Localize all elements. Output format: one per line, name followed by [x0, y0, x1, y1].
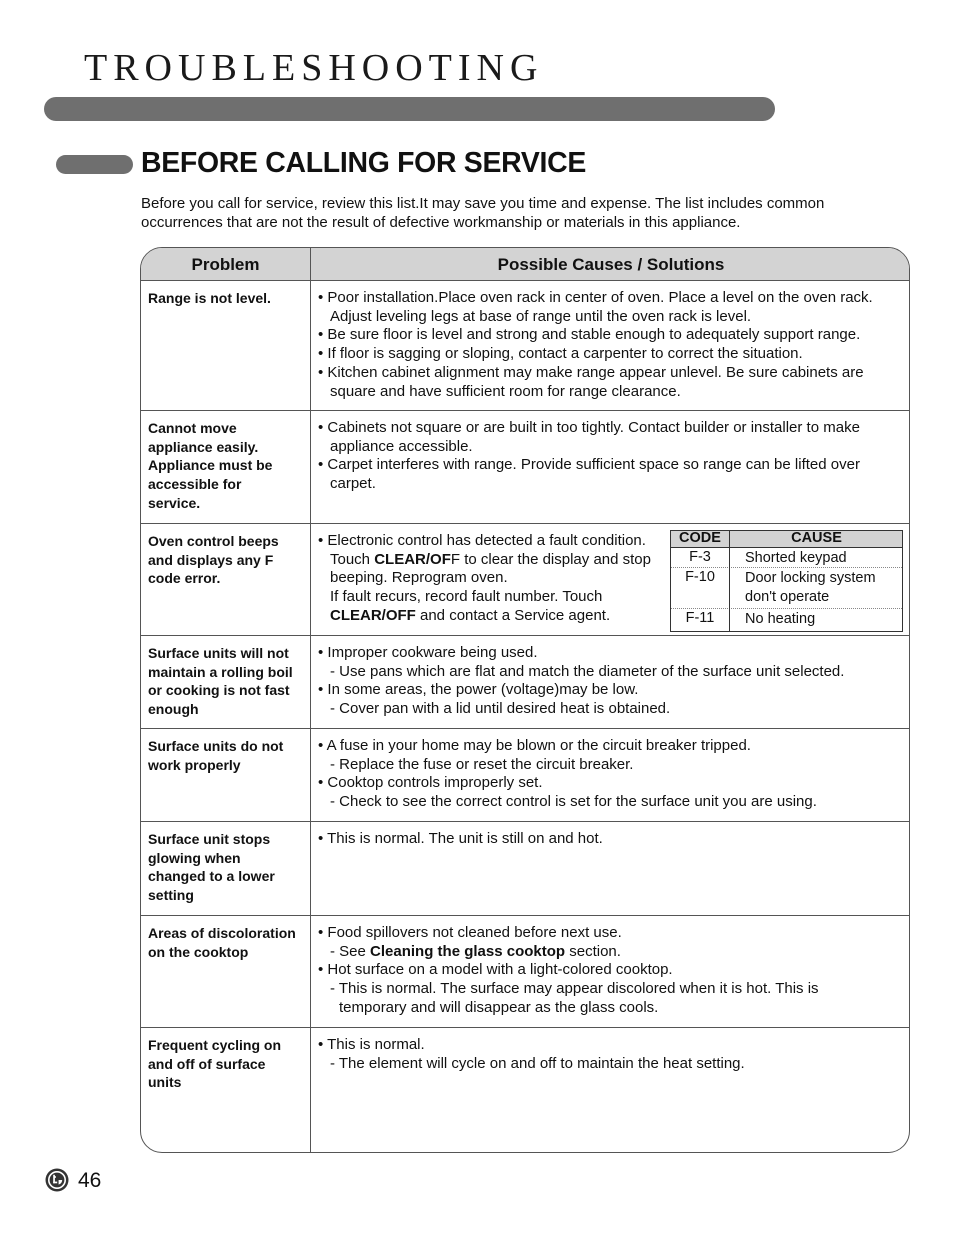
table-row	[141, 636, 909, 729]
solution-text: - Replace the fuse or reset the circuit breaker.	[330, 755, 634, 773]
problem-line: and displays any F	[148, 551, 274, 568]
problem-cell	[148, 644, 306, 719]
solution-line	[318, 438, 903, 457]
solution-text: temporary and will disappear as the glass cools.	[339, 998, 659, 1016]
solution-text: carpet.	[330, 475, 376, 493]
problem-cell	[148, 830, 306, 905]
solution-cell	[318, 419, 903, 494]
solution-text: • Kitchen cabinet alignment may make range appear unlevel. Be sure cabinets are	[318, 363, 864, 381]
code-row	[671, 568, 902, 609]
solution-text: beeping. Reprogram oven.	[330, 569, 508, 587]
solution-cell	[318, 737, 903, 812]
problem-line: units	[148, 1074, 182, 1091]
solution-text: • Cooktop controls improperly set.	[318, 774, 543, 792]
bold-term: Cleaning the glass cooktop	[370, 942, 566, 960]
problem-cell	[148, 1036, 306, 1092]
solution-line	[318, 756, 903, 775]
problem-line: Cannot move	[148, 420, 237, 436]
lg-logo-icon	[45, 1168, 69, 1192]
solution-line	[318, 924, 903, 943]
problem-line: service.	[148, 494, 201, 511]
solution-cell	[318, 289, 903, 401]
problem-line: Surface unit stops	[148, 831, 271, 847]
solution-line	[318, 308, 903, 327]
solution-line	[318, 980, 903, 999]
solution-text: - See	[330, 942, 371, 960]
problem-line: enough	[148, 701, 199, 718]
solution-text: Touch	[330, 550, 375, 568]
solution-text: - Cover pan with a lid until desired heat is obtained.	[330, 700, 671, 718]
fault-code: F-3	[689, 549, 711, 565]
troubleshooting-table	[140, 247, 910, 1153]
problem-cell	[148, 924, 306, 961]
table-row	[141, 822, 909, 916]
table-row	[141, 411, 909, 524]
solution-cell	[318, 1036, 903, 1073]
problem-cell	[148, 532, 306, 588]
fault-code: F-11	[685, 610, 715, 626]
solution-text: appliance accessible.	[330, 437, 473, 455]
problem-line: Areas of discoloration	[148, 925, 296, 941]
solution-line	[318, 419, 903, 438]
solution-text: • Poor installation.Place oven rack in center of oven. Place a level on the oven rack.	[318, 289, 873, 306]
problem-line: Appliance must be	[148, 457, 273, 474]
solution-text: - This is normal. The surface may appear discolored when it is hot. This is	[330, 980, 819, 998]
subheading-pill	[56, 155, 133, 174]
table-header	[141, 248, 909, 281]
solution-line	[318, 681, 903, 700]
table-row	[141, 281, 909, 411]
solution-line	[318, 830, 903, 849]
cause-header: CAUSE	[791, 530, 842, 546]
bold-term: CLEAR/OFF	[330, 606, 416, 624]
solution-text: F to clear the display and stop	[450, 550, 651, 568]
solution-text: • In some areas, the power (voltage)may be low.	[318, 681, 639, 699]
solution-cell	[318, 644, 903, 719]
solution-text: • Carpet interferes with range. Provide sufficient space so range can be lifted over	[318, 456, 860, 474]
problem-cell	[148, 289, 306, 308]
solution-text: - Check to see the correct control is set for the surface unit you are using.	[330, 793, 817, 811]
column-divider	[310, 248, 311, 1152]
intro-line: Before you call for service, review this list.It may save you time and expense. The list includes common	[141, 195, 825, 212]
solution-text: Adjust leveling legs at base of range until the oven rack is level.	[330, 307, 752, 325]
solution-text: - The element will cycle on and off to maintain the heat setting.	[330, 1054, 745, 1072]
solution-text: • A fuse in your home may be blown or the circuit breaker tripped.	[318, 737, 751, 754]
solution-cell	[318, 924, 903, 1018]
solution-line	[318, 700, 903, 719]
code-table-header	[671, 531, 902, 548]
solution-line	[318, 326, 903, 345]
problem-cell	[148, 419, 306, 513]
solution-line	[318, 289, 903, 308]
solution-text: • Improper cookware being used.	[318, 644, 538, 661]
problem-line: and off of surface	[148, 1055, 266, 1072]
solution-line	[318, 475, 903, 494]
code-table-divider	[729, 531, 730, 631]
problem-line: or cooking is not fast	[148, 682, 290, 699]
problem-line: maintain a rolling boil	[148, 663, 293, 680]
code-header: CODE	[679, 530, 721, 546]
fault-code: F-10	[685, 569, 715, 585]
fault-cause-line: Door locking system	[745, 570, 876, 586]
fault-cause	[745, 549, 901, 568]
solution-line	[318, 456, 903, 475]
table-row	[141, 524, 909, 636]
solution-line	[318, 364, 903, 383]
problem-line: accessible for	[148, 476, 242, 493]
bold-term: CLEAR/OF	[374, 550, 451, 568]
solution-text: • Cabinets not square or are built in too tightly. Contact builder or installer to make	[318, 419, 860, 436]
solution-text: and contact a Service agent.	[415, 606, 611, 624]
solution-text: square and have sufficient room for range clearance.	[330, 382, 681, 400]
fault-cause-line: don't operate	[745, 589, 830, 605]
solution-line	[318, 793, 903, 812]
solution-text: • Food spillovers not cleaned before next use.	[318, 924, 622, 941]
table-row	[141, 916, 909, 1028]
solution-line	[318, 383, 903, 402]
solution-text: If fault recurs, record fault number. Touch	[330, 588, 603, 606]
intro-paragraph	[141, 194, 881, 232]
solution-line	[318, 774, 903, 793]
problem-line: appliance easily.	[148, 438, 259, 455]
section-title: TROUBLESHOOTING	[84, 47, 544, 89]
problem-line: work properly	[148, 756, 241, 773]
solution-line	[318, 737, 903, 756]
problem-line: on the cooktop	[148, 943, 249, 960]
solution-cell	[318, 830, 903, 849]
solution-text: • Electronic control has detected a fault condition.	[318, 532, 646, 549]
page-subheading: BEFORE CALLING FOR SERVICE	[141, 147, 587, 179]
solution-line	[318, 961, 903, 980]
problem-cell	[148, 737, 306, 774]
fault-cause	[745, 569, 901, 607]
solution-text: section.	[565, 942, 621, 960]
table-row	[141, 1028, 909, 1153]
fault-cause-line: No heating	[745, 611, 816, 627]
problem-line: setting	[148, 887, 194, 904]
table-row	[141, 729, 909, 822]
header-causes: Possible Causes / Solutions	[497, 255, 725, 274]
problem-line: Frequent cycling on	[148, 1037, 282, 1053]
fault-cause-line: Shorted keypad	[745, 550, 847, 566]
solution-line	[318, 999, 903, 1018]
solution-text: • This is normal.	[318, 1036, 425, 1053]
solution-line	[318, 1036, 903, 1055]
title-bar	[44, 97, 775, 121]
solution-line	[318, 943, 903, 962]
problem-line: code error.	[148, 570, 221, 587]
fault-cause	[745, 610, 901, 629]
solution-text: • This is normal. The unit is still on and hot.	[318, 830, 603, 847]
page-number: 46	[78, 1169, 102, 1192]
solution-text: • Be sure floor is level and strong and stable enough to adequately support range.	[318, 326, 861, 344]
problem-line: Range is not level.	[148, 290, 271, 306]
problem-line: Oven control beeps	[148, 533, 279, 549]
header-problem: Problem	[191, 255, 260, 274]
problem-line: Surface units do not	[148, 738, 284, 754]
fault-code-table	[670, 530, 903, 632]
solution-line	[318, 663, 903, 682]
solution-line	[318, 644, 903, 663]
problem-line: Surface units will not	[148, 645, 289, 661]
intro-line: occurrences that are not the result of defective workmanship or materials in this appliance.	[141, 214, 741, 231]
code-row	[671, 609, 902, 631]
solution-line	[318, 1055, 903, 1074]
solution-line	[318, 345, 903, 364]
code-row	[671, 548, 902, 568]
problem-line: changed to a lower	[148, 868, 275, 885]
solution-text: - Use pans which are flat and match the diameter of the surface unit selected.	[330, 662, 845, 680]
problem-line: glowing when	[148, 849, 241, 866]
solution-text: • If floor is sagging or sloping, contact a carpenter to correct the situation.	[318, 345, 803, 363]
solution-text: • Hot surface on a model with a light-colored cooktop.	[318, 961, 673, 979]
